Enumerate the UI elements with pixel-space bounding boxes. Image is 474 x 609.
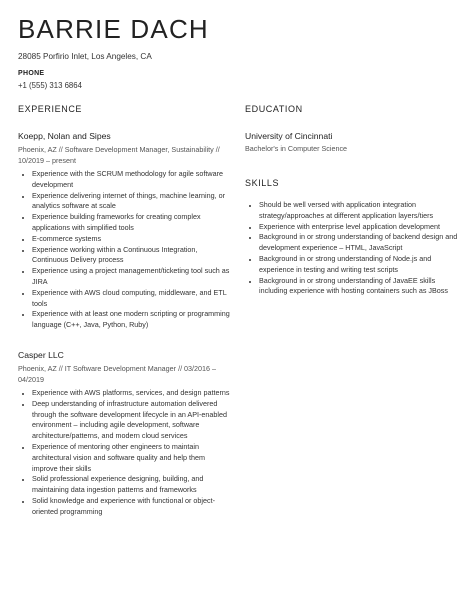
education-heading: EDUCATION bbox=[245, 104, 303, 114]
list-item: • Solid professional experience designing, building, and maintaining data ingestion patterns and frameworks bbox=[32, 474, 230, 496]
list-item: • Experience with the SCRUM methodology for agile software development bbox=[32, 169, 230, 191]
candidate-name: BARRIE DACH bbox=[18, 14, 209, 44]
list-item: • Deep understanding of infrastructure automation delivered through the software development lifecycle in an API-enabled environment – including agile development, software architecture/patterns, and modern cloud services bbox=[32, 399, 230, 442]
list-item: • Background in or strong understanding of JavaEE skills including experience with hosting containers such as JBoss bbox=[259, 276, 460, 298]
skills-heading: SKILLS bbox=[245, 178, 280, 188]
list-item: • Experience with AWS cloud computing, middleware, and ETL tools bbox=[32, 288, 230, 310]
phone-number: +1 (555) 313 6864 bbox=[18, 81, 82, 90]
skills-list bbox=[245, 200, 460, 297]
job-bullets bbox=[18, 169, 230, 331]
list-item: • Experience working within a Continuous Integration, Continuous Delivery process bbox=[32, 245, 230, 267]
experience-section bbox=[18, 104, 230, 518]
job-meta: Phoenix, AZ // Software Development Manager, Sustainability // 10/2019 – present bbox=[18, 145, 220, 165]
address: 28085 Porfirio Inlet, Los Angeles, CA bbox=[18, 52, 152, 61]
list-item: • Should be well versed with application integration strategy/approaches at different application layers/tiers bbox=[259, 200, 460, 222]
experience-heading: EXPERIENCE bbox=[18, 104, 83, 114]
list-item: • Solid knowledge and experience with functional or object-oriented programming bbox=[32, 496, 230, 518]
job-company: Casper LLC bbox=[18, 349, 64, 360]
list-item: • Background in or strong understanding of backend design and development experience – HTML, JavaScript bbox=[259, 232, 460, 254]
job-meta: Phoenix, AZ // IT Software Development Manager // 03/2016 – 04/2019 bbox=[18, 363, 217, 384]
phone-label: PHONE bbox=[18, 70, 45, 77]
list-item: • Experience with at least one modern scripting or programming language (C++, Java, Python, Ruby) bbox=[32, 309, 230, 331]
list-item: • Experience using a project management/ticketing tool such as JIRA bbox=[32, 266, 230, 288]
list-item: • Experience delivering internet of things, machine learning, or analytics software at scale bbox=[32, 191, 230, 213]
job-entry bbox=[18, 350, 230, 518]
job-bullets bbox=[18, 388, 230, 518]
right-column bbox=[245, 104, 460, 297]
list-item: • Background in or strong understanding of Node.js and experience in testing and writing test scripts bbox=[259, 254, 460, 276]
list-item: • Experience with enterprise level application development bbox=[259, 222, 460, 233]
education-degree: Bachelor's in Computer Science bbox=[245, 144, 348, 153]
list-item: • Experience building frameworks for creating complex applications with simplified tools bbox=[32, 212, 230, 234]
list-item: • E-commerce systems bbox=[32, 234, 230, 245]
job-company: Koepp, Nolan and Sipes bbox=[18, 131, 111, 141]
job-entry bbox=[18, 131, 230, 331]
list-item: • Experience of mentoring other engineers to maintain architectural vision and software quality and help them improve their skills bbox=[32, 442, 230, 474]
education-school: University of Cincinnati bbox=[245, 131, 333, 141]
list-item: • Experience with AWS platforms, services, and design patterns bbox=[32, 388, 230, 399]
